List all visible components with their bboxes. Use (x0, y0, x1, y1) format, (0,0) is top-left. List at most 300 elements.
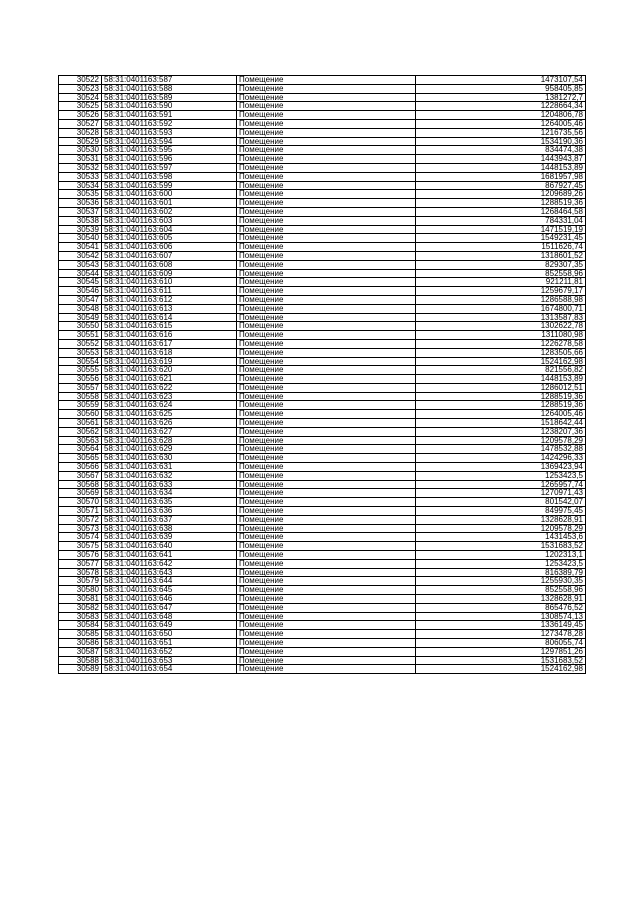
object-type-cell: Помещение (237, 551, 416, 560)
object-type-cell: Помещение (237, 111, 416, 120)
object-type-cell: Помещение (237, 322, 416, 331)
cadastral-value-cell: 1681957,98 (416, 172, 586, 181)
cadastral-number-cell: 58:31:0401163:611 (102, 287, 237, 296)
table-row (59, 595, 586, 604)
object-type-cell: Помещение (237, 507, 416, 516)
table-row (59, 507, 586, 516)
table-row (59, 603, 586, 612)
table-row (59, 427, 586, 436)
object-type-cell: Помещение (237, 515, 416, 524)
table-row (59, 647, 586, 656)
table-row (59, 559, 586, 568)
object-type-cell: Помещение (237, 102, 416, 111)
row-number-cell: 30564 (59, 445, 102, 454)
object-type-cell: Помещение (237, 366, 416, 375)
cadastral-value-cell: 852558,96 (416, 586, 586, 595)
cadastral-value-cell: 1311080,98 (416, 331, 586, 340)
object-type-cell: Помещение (237, 137, 416, 146)
cadastral-number-cell: 58:31:0401163:597 (102, 163, 237, 172)
cadastral-number-cell: 58:31:0401163:601 (102, 199, 237, 208)
cadastral-value-cell: 1297851,26 (416, 647, 586, 656)
object-type-cell: Помещение (237, 251, 416, 260)
cadastral-value-cell: 1216735,56 (416, 128, 586, 137)
object-type-cell: Помещение (237, 190, 416, 199)
cadastral-number-cell: 58:31:0401163:592 (102, 119, 237, 128)
cadastral-number-cell: 58:31:0401163:653 (102, 656, 237, 665)
table-row (59, 515, 586, 524)
table-row (59, 489, 586, 498)
table-row (59, 93, 586, 102)
table-row (59, 568, 586, 577)
table-row (59, 137, 586, 146)
cadastral-number-cell: 58:31:0401163:641 (102, 551, 237, 560)
object-type-cell: Помещение (237, 287, 416, 296)
cadastral-number-cell: 58:31:0401163:587 (102, 76, 237, 85)
cadastral-number-cell: 58:31:0401163:610 (102, 278, 237, 287)
table-row (59, 269, 586, 278)
object-type-cell: Помещение (237, 603, 416, 612)
cadastral-number-cell: 58:31:0401163:594 (102, 137, 237, 146)
row-number-cell: 30552 (59, 339, 102, 348)
table-row (59, 577, 586, 586)
table-row (59, 630, 586, 639)
cadastral-number-cell: 58:31:0401163:595 (102, 146, 237, 155)
object-type-cell: Помещение (237, 243, 416, 252)
cadastral-value-cell: 1288519,36 (416, 199, 586, 208)
table-row (59, 639, 586, 648)
row-number-cell: 30561 (59, 419, 102, 428)
cadastral-value-cell: 1264005,46 (416, 119, 586, 128)
cadastral-number-cell: 58:31:0401163:638 (102, 524, 237, 533)
object-type-cell: Помещение (237, 392, 416, 401)
cadastral-value-cell: 867927,45 (416, 181, 586, 190)
cadastral-value-cell: 1381272,7 (416, 93, 586, 102)
cadastral-value-cell: 801542,07 (416, 498, 586, 507)
cadastral-value-cell: 1259679,17 (416, 287, 586, 296)
object-type-cell: Помещение (237, 172, 416, 181)
row-number-cell: 30538 (59, 216, 102, 225)
cadastral-number-cell: 58:31:0401163:619 (102, 357, 237, 366)
row-number-cell: 30565 (59, 454, 102, 463)
cadastral-value-cell: 1253423,5 (416, 559, 586, 568)
cadastral-number-cell: 58:31:0401163:651 (102, 639, 237, 648)
row-number-cell: 30572 (59, 515, 102, 524)
cadastral-value-cell: 1209689,26 (416, 190, 586, 199)
row-number-cell: 30523 (59, 84, 102, 93)
object-type-cell: Помещение (237, 665, 416, 674)
row-number-cell: 30588 (59, 656, 102, 665)
cadastral-number-cell: 58:31:0401163:621 (102, 375, 237, 384)
row-number-cell: 30526 (59, 111, 102, 120)
cadastral-value-cell: 1308574,13 (416, 612, 586, 621)
table-row (59, 111, 586, 120)
row-number-cell: 30568 (59, 480, 102, 489)
cadastral-value-cell: 1253423,5 (416, 471, 586, 480)
cadastral-value-cell: 1328628,91 (416, 515, 586, 524)
object-type-cell: Помещение (237, 84, 416, 93)
row-number-cell: 30584 (59, 621, 102, 630)
row-number-cell: 30549 (59, 313, 102, 322)
cadastral-value-table (58, 75, 586, 674)
object-type-cell: Помещение (237, 586, 416, 595)
cadastral-number-cell: 58:31:0401163:609 (102, 269, 237, 278)
table-row (59, 621, 586, 630)
row-number-cell: 30550 (59, 322, 102, 331)
row-number-cell: 30557 (59, 383, 102, 392)
object-type-cell: Помещение (237, 207, 416, 216)
cadastral-value-cell: 1424296,33 (416, 454, 586, 463)
cadastral-number-cell: 58:31:0401163:599 (102, 181, 237, 190)
table-body (59, 76, 586, 674)
object-type-cell: Помещение (237, 568, 416, 577)
table-row (59, 665, 586, 674)
table-row (59, 181, 586, 190)
table-row (59, 243, 586, 252)
row-number-cell: 30537 (59, 207, 102, 216)
cadastral-value-cell: 1202313,1 (416, 551, 586, 560)
object-type-cell: Помещение (237, 348, 416, 357)
cadastral-number-cell: 58:31:0401163:626 (102, 419, 237, 428)
table-row (59, 304, 586, 313)
table-row (59, 216, 586, 225)
cadastral-number-cell: 58:31:0401163:618 (102, 348, 237, 357)
table-row (59, 119, 586, 128)
cadastral-number-cell: 58:31:0401163:650 (102, 630, 237, 639)
table-row (59, 278, 586, 287)
row-number-cell: 30577 (59, 559, 102, 568)
table-row (59, 436, 586, 445)
table-row (59, 410, 586, 419)
object-type-cell: Помещение (237, 419, 416, 428)
row-number-cell: 30587 (59, 647, 102, 656)
cadastral-value-cell: 1209578,29 (416, 436, 586, 445)
table-row (59, 392, 586, 401)
object-type-cell: Помещение (237, 630, 416, 639)
cadastral-value-cell: 1302622,78 (416, 322, 586, 331)
cadastral-value-cell: 1471519,19 (416, 225, 586, 234)
table-row (59, 533, 586, 542)
row-number-cell: 30579 (59, 577, 102, 586)
row-number-cell: 30539 (59, 225, 102, 234)
table-row (59, 128, 586, 137)
cadastral-value-cell: 1288519,36 (416, 401, 586, 410)
cadastral-value-cell: 921211,81 (416, 278, 586, 287)
object-type-cell: Помещение (237, 427, 416, 436)
cadastral-value-cell: 1328628,91 (416, 595, 586, 604)
row-number-cell: 30541 (59, 243, 102, 252)
cadastral-number-cell: 58:31:0401163:593 (102, 128, 237, 137)
object-type-cell: Помещение (237, 454, 416, 463)
row-number-cell: 30566 (59, 463, 102, 472)
cadastral-value-cell: 1226278,58 (416, 339, 586, 348)
table-row (59, 102, 586, 111)
object-type-cell: Помещение (237, 647, 416, 656)
cadastral-value-cell: 1443943,87 (416, 155, 586, 164)
row-number-cell: 30589 (59, 665, 102, 674)
row-number-cell: 30586 (59, 639, 102, 648)
table-row (59, 251, 586, 260)
cadastral-number-cell: 58:31:0401163:644 (102, 577, 237, 586)
cadastral-number-cell: 58:31:0401163:602 (102, 207, 237, 216)
cadastral-value-cell: 1448153,89 (416, 163, 586, 172)
row-number-cell: 30553 (59, 348, 102, 357)
cadastral-value-cell: 1283505,66 (416, 348, 586, 357)
cadastral-number-cell: 58:31:0401163:600 (102, 190, 237, 199)
object-type-cell: Помещение (237, 533, 416, 542)
row-number-cell: 30525 (59, 102, 102, 111)
table-row (59, 146, 586, 155)
cadastral-value-cell: 834474,38 (416, 146, 586, 155)
row-number-cell: 30570 (59, 498, 102, 507)
cadastral-number-cell: 58:31:0401163:604 (102, 225, 237, 234)
object-type-cell: Помещение (237, 119, 416, 128)
row-number-cell: 30554 (59, 357, 102, 366)
cadastral-number-cell: 58:31:0401163:624 (102, 401, 237, 410)
row-number-cell: 30571 (59, 507, 102, 516)
object-type-cell: Помещение (237, 489, 416, 498)
cadastral-number-cell: 58:31:0401163:629 (102, 445, 237, 454)
cadastral-number-cell: 58:31:0401163:634 (102, 489, 237, 498)
cadastral-value-cell: 1549231,45 (416, 234, 586, 243)
table-row (59, 260, 586, 269)
table-row (59, 225, 586, 234)
row-number-cell: 30536 (59, 199, 102, 208)
table-row (59, 287, 586, 296)
row-number-cell: 30581 (59, 595, 102, 604)
row-number-cell: 30543 (59, 260, 102, 269)
object-type-cell: Помещение (237, 216, 416, 225)
table-row (59, 313, 586, 322)
row-number-cell: 30528 (59, 128, 102, 137)
row-number-cell: 30544 (59, 269, 102, 278)
cadastral-value-cell: 821556,82 (416, 366, 586, 375)
table-row (59, 586, 586, 595)
row-number-cell: 30585 (59, 630, 102, 639)
table-row (59, 322, 586, 331)
object-type-cell: Помещение (237, 181, 416, 190)
table-row (59, 498, 586, 507)
table-row (59, 331, 586, 340)
cadastral-value-cell: 852558,96 (416, 269, 586, 278)
cadastral-number-cell: 58:31:0401163:627 (102, 427, 237, 436)
table-row (59, 383, 586, 392)
cadastral-number-cell: 58:31:0401163:598 (102, 172, 237, 181)
cadastral-value-cell: 1255930,35 (416, 577, 586, 586)
table-row (59, 375, 586, 384)
cadastral-number-cell: 58:31:0401163:622 (102, 383, 237, 392)
table-row (59, 339, 586, 348)
object-type-cell: Помещение (237, 260, 416, 269)
row-number-cell: 30529 (59, 137, 102, 146)
cadastral-number-cell: 58:31:0401163:591 (102, 111, 237, 120)
object-type-cell: Помещение (237, 234, 416, 243)
cadastral-number-cell: 58:31:0401163:615 (102, 322, 237, 331)
cadastral-number-cell: 58:31:0401163:605 (102, 234, 237, 243)
row-number-cell: 30535 (59, 190, 102, 199)
object-type-cell: Помещение (237, 128, 416, 137)
cadastral-number-cell: 58:31:0401163:612 (102, 295, 237, 304)
row-number-cell: 30545 (59, 278, 102, 287)
table-row (59, 463, 586, 472)
object-type-cell: Помещение (237, 313, 416, 322)
table-row (59, 357, 586, 366)
row-number-cell: 30551 (59, 331, 102, 340)
table-row (59, 76, 586, 85)
object-type-cell: Помещение (237, 639, 416, 648)
cadastral-number-cell: 58:31:0401163:606 (102, 243, 237, 252)
table-row (59, 454, 586, 463)
table-row (59, 190, 586, 199)
object-type-cell: Помещение (237, 163, 416, 172)
row-number-cell: 30533 (59, 172, 102, 181)
row-number-cell: 30563 (59, 436, 102, 445)
cadastral-number-cell: 58:31:0401163:614 (102, 313, 237, 322)
table-row (59, 163, 586, 172)
object-type-cell: Помещение (237, 498, 416, 507)
row-number-cell: 30548 (59, 304, 102, 313)
cadastral-value-cell: 1369423,94 (416, 463, 586, 472)
cadastral-value-cell: 1431453,6 (416, 533, 586, 542)
table-row (59, 419, 586, 428)
object-type-cell: Помещение (237, 375, 416, 384)
cadastral-value-cell: 1288519,36 (416, 392, 586, 401)
cadastral-value-cell: 1264005,46 (416, 410, 586, 419)
cadastral-value-cell: 1270971,43 (416, 489, 586, 498)
object-type-cell: Помещение (237, 577, 416, 586)
cadastral-value-cell: 829307,35 (416, 260, 586, 269)
row-number-cell: 30583 (59, 612, 102, 621)
table-row (59, 524, 586, 533)
table-row (59, 207, 586, 216)
cadastral-number-cell: 58:31:0401163:640 (102, 542, 237, 551)
object-type-cell: Помещение (237, 612, 416, 621)
table-row (59, 366, 586, 375)
object-type-cell: Помещение (237, 436, 416, 445)
cadastral-number-cell: 58:31:0401163:646 (102, 595, 237, 604)
row-number-cell: 30567 (59, 471, 102, 480)
row-number-cell: 30558 (59, 392, 102, 401)
cadastral-number-cell: 58:31:0401163:589 (102, 93, 237, 102)
cadastral-number-cell: 58:31:0401163:639 (102, 533, 237, 542)
cadastral-value-cell: 849975,45 (416, 507, 586, 516)
cadastral-value-cell: 1674800,71 (416, 304, 586, 313)
table-row (59, 445, 586, 454)
cadastral-value-cell: 1268464,58 (416, 207, 586, 216)
object-type-cell: Помещение (237, 480, 416, 489)
cadastral-value-cell: 1518642,44 (416, 419, 586, 428)
object-type-cell: Помещение (237, 595, 416, 604)
object-type-cell: Помещение (237, 278, 416, 287)
table-row (59, 199, 586, 208)
row-number-cell: 30573 (59, 524, 102, 533)
cadastral-number-cell: 58:31:0401163:603 (102, 216, 237, 225)
cadastral-number-cell: 58:31:0401163:654 (102, 665, 237, 674)
row-number-cell: 30559 (59, 401, 102, 410)
object-type-cell: Помещение (237, 542, 416, 551)
cadastral-value-cell: 1228664,34 (416, 102, 586, 111)
row-number-cell: 30576 (59, 551, 102, 560)
row-number-cell: 30527 (59, 119, 102, 128)
cadastral-number-cell: 58:31:0401163:620 (102, 366, 237, 375)
object-type-cell: Помещение (237, 93, 416, 102)
table-row (59, 471, 586, 480)
cadastral-number-cell: 58:31:0401163:647 (102, 603, 237, 612)
object-type-cell: Помещение (237, 304, 416, 313)
cadastral-value-cell: 1524162,98 (416, 357, 586, 366)
cadastral-value-cell: 958405,85 (416, 84, 586, 93)
cadastral-value-cell: 1209578,29 (416, 524, 586, 533)
row-number-cell: 30582 (59, 603, 102, 612)
table-row (59, 401, 586, 410)
row-number-cell: 30531 (59, 155, 102, 164)
object-type-cell: Помещение (237, 524, 416, 533)
cadastral-number-cell: 58:31:0401163:628 (102, 436, 237, 445)
object-type-cell: Помещение (237, 463, 416, 472)
object-type-cell: Помещение (237, 621, 416, 630)
table-row (59, 295, 586, 304)
cadastral-number-cell: 58:31:0401163:635 (102, 498, 237, 507)
object-type-cell: Помещение (237, 656, 416, 665)
cadastral-number-cell: 58:31:0401163:648 (102, 612, 237, 621)
cadastral-value-cell: 1336149,45 (416, 621, 586, 630)
cadastral-number-cell: 58:31:0401163:608 (102, 260, 237, 269)
cadastral-value-cell: 1524162,98 (416, 665, 586, 674)
cadastral-value-cell: 1273478,28 (416, 630, 586, 639)
cadastral-value-cell: 1286588,98 (416, 295, 586, 304)
object-type-cell: Помещение (237, 269, 416, 278)
cadastral-number-cell: 58:31:0401163:590 (102, 102, 237, 111)
table-row (59, 155, 586, 164)
row-number-cell: 30574 (59, 533, 102, 542)
object-type-cell: Помещение (237, 76, 416, 85)
row-number-cell: 30522 (59, 76, 102, 85)
row-number-cell: 30530 (59, 146, 102, 155)
row-number-cell: 30547 (59, 295, 102, 304)
table-row (59, 348, 586, 357)
cadastral-value-cell: 816389,79 (416, 568, 586, 577)
cadastral-number-cell: 58:31:0401163:631 (102, 463, 237, 472)
cadastral-number-cell: 58:31:0401163:613 (102, 304, 237, 313)
row-number-cell: 30532 (59, 163, 102, 172)
table-row (59, 612, 586, 621)
cadastral-value-cell: 806055,74 (416, 639, 586, 648)
object-type-cell: Помещение (237, 339, 416, 348)
object-type-cell: Помещение (237, 471, 416, 480)
row-number-cell: 30534 (59, 181, 102, 190)
cadastral-value-cell: 1534190,36 (416, 137, 586, 146)
row-number-cell: 30578 (59, 568, 102, 577)
object-type-cell: Помещение (237, 146, 416, 155)
cadastral-number-cell: 58:31:0401163:642 (102, 559, 237, 568)
object-type-cell: Помещение (237, 445, 416, 454)
object-type-cell: Помещение (237, 559, 416, 568)
cadastral-number-cell: 58:31:0401163:633 (102, 480, 237, 489)
row-number-cell: 30524 (59, 93, 102, 102)
cadastral-number-cell: 58:31:0401163:652 (102, 647, 237, 656)
cadastral-value-cell: 1531683,52 (416, 656, 586, 665)
cadastral-number-cell: 58:31:0401163:623 (102, 392, 237, 401)
cadastral-value-cell: 784331,04 (416, 216, 586, 225)
cadastral-value-cell: 1286012,51 (416, 383, 586, 392)
table-row (59, 551, 586, 560)
table-row (59, 656, 586, 665)
object-type-cell: Помещение (237, 295, 416, 304)
cadastral-number-cell: 58:31:0401163:630 (102, 454, 237, 463)
cadastral-number-cell: 58:31:0401163:588 (102, 84, 237, 93)
cadastral-value-cell: 1473107,54 (416, 76, 586, 85)
cadastral-number-cell: 58:31:0401163:637 (102, 515, 237, 524)
object-type-cell: Помещение (237, 331, 416, 340)
